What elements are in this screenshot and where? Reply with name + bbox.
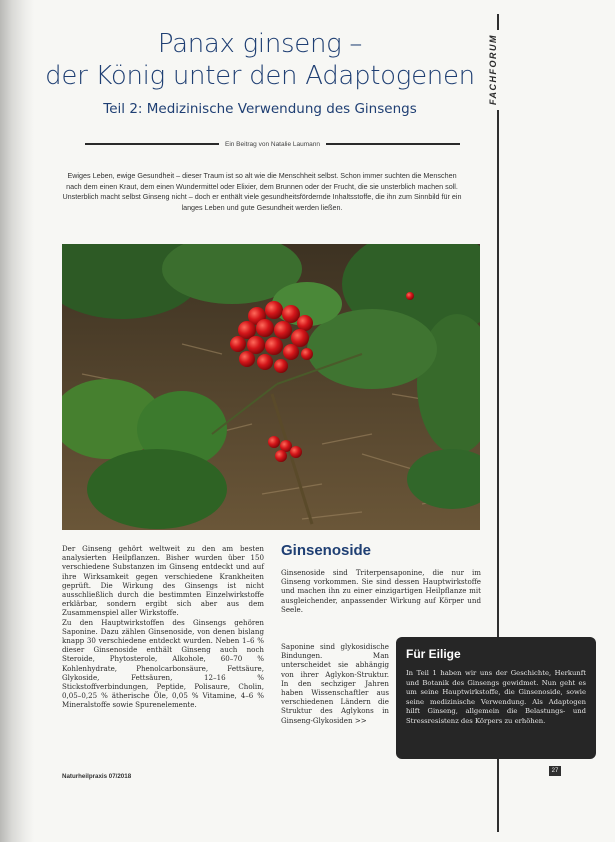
section-label: FACHFORUM (488, 30, 508, 110)
byline-text: Ein Beitrag von Natalie Laumann (224, 140, 321, 148)
body-column-right-bottom (281, 642, 389, 725)
title-line-1: Panax ginseng – (157, 29, 363, 59)
body-paragraph-4: Saponine sind glykosidische Bindungen. Man unterscheidet sie abhängig von ihrer Aglykon-Struktur. In den sechziger Jahren haben Wissenschaftler aus verschiedenen Ländern die Struktur des Aglykons in Ginseng-Glykosiden >> (281, 642, 389, 725)
book-spine-shadow (0, 0, 34, 842)
body-column-right-top (281, 568, 481, 614)
ginseng-plant-illustration (62, 244, 480, 530)
body-column-left (62, 544, 264, 710)
footer-publication: Naturheilpraxis 07/2018 (62, 773, 132, 780)
summary-box-title: Für Eilige (406, 647, 461, 661)
body-paragraph-1: Der Ginseng gehört weltweit zu den am besten analysierten Heilpflanzen. Bisher wurden über 150 verschiedene Substanzen im Ginseng entdeckt und auf ihre Wirksamkeit gegen verschiedene Krankheiten geprüft. Die Wirkung des Ginsengs ist nicht ausschließlich durch die bestimmten Einzelwirkstoffe erklärbar, sondern ergibt sich aber aus dem Zusammenspiel aller Wirkstoffe. (62, 544, 264, 618)
intro-paragraph: Ewiges Leben, ewige Gesundheit – dieser Traum ist so alt wie die Menschheit selbst. Schon immer suchten die Menschen nach dem einen Kraut, dem einen Wundermittel oder Elixier, dem Brunnen oder der Frucht, die sie unsterblich machen soll. Unsterblich macht selbst Ginseng nicht – doch er enthält viele gesundheitsfördernde Inhaltsstoffe, die ihn zum Sinnbild für ein langes Leben und gute Gesundheit werden ließen. (62, 171, 462, 212)
page-number: 27 (549, 766, 561, 776)
body-paragraph-3: Ginsenoside sind Triterpensaponine, die nur im Ginseng vorkommen. Sie sind dessen Hauptwirkstoffe und machen ihn zu einer einzigartigen Heilpflanze mit ausgleichender, anpassender Wirkung auf Körper und Seele. (281, 568, 481, 614)
body-paragraph-2: Zu den Hauptwirkstoffen des Ginsengs gehören Saponine. Dazu zählen Ginsenoside, von denen bislang knapp 30 verschiedene entdeckt wurden. Neben 1–6 % dieser Ginsenoside enthält Ginseng auch noch Steroide, Phytosterole, Alkohole, 60–70 % Kohlenhydrate, Phenolcarbonsäure, Fettsäure, Glykoside, Fettsäuren, 12–16 % Stickstoffverbindungen, Peptide, Polisaure, Cholin, 0,05–0,25 % ätherische Öle, 0,05 % Vitamine, 4–6 % Mineralstoffe sowie Spurenelemente. (62, 617, 264, 710)
byline-rule-left (85, 143, 219, 145)
article-title (40, 28, 480, 92)
section-heading: Ginsenoside (281, 542, 372, 559)
summary-box-text: In Teil 1 haben wir uns der Geschichte, Herkunft und Botanik des Ginsengs gewidmet. Nun geht es um seine Hauptwirkstoffe, die Ginsenoside, sowie seine medizinische Verwendung. Als Adaptogen hilft Ginseng, allgemein die Belastungs- und Stressresistenz des Körpers zu erhöhen. (406, 669, 586, 725)
byline (85, 138, 460, 150)
article-subtitle: Teil 2: Medizinische Verwendung des Ginsengs (103, 101, 417, 117)
title-line-2: der König unter den Adaptogenen (45, 61, 475, 91)
summary-box (396, 637, 596, 759)
byline-rule-right (326, 143, 460, 145)
ginseng-photo (62, 244, 480, 530)
